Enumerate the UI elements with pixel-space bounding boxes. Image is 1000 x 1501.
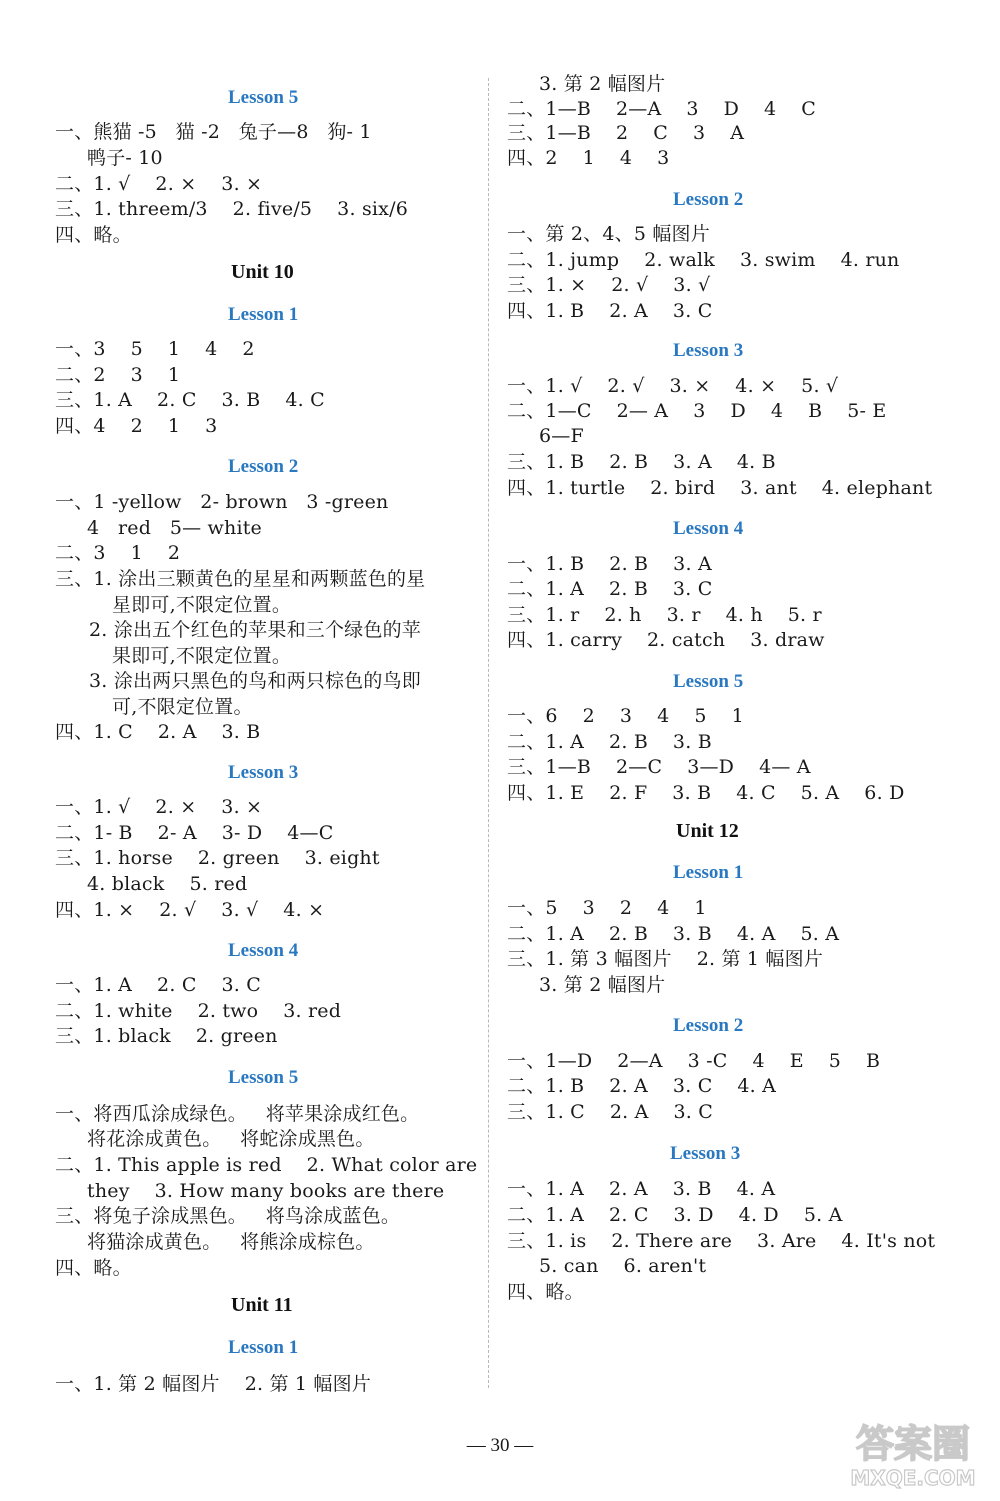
answer-line: 2. 涂出五个红色的苹果和三个绿色的苹 [89,619,421,641]
answer-line: 三、1. threem/3 2. five/5 3. six/6 [55,198,408,220]
answer-line: 一、1 -yellow 2- brown 3 -green [55,491,389,513]
answer-line: 二、1. A 2. C 3. D 4. D 5. A [507,1204,843,1226]
answer-line: 二、1. A 2. B 3. B [507,731,712,753]
answer-line: 一、第 2、4、5 幅图片 [507,223,710,245]
answer-line: 二、1. B 2. A 3. C 4. A [507,1075,777,1097]
watermark-line-2: MXQE.COM [850,1466,976,1490]
answer-line: they 3. How many books are there [87,1180,445,1202]
answer-line: 星即可,不限定位置。 [112,594,292,616]
answer-line: 三、1. 涂出三颗黄色的星星和两颗蓝色的星 [55,568,426,590]
answer-line: 三、1. r 2. h 3. r 4. h 5. r [507,604,822,626]
answer-line: 二、3 1 2 [55,542,181,564]
lesson-heading: Lesson 2 [673,189,744,210]
answer-line: 一、1—D 2—A 3 -C 4 E 5 B [507,1050,881,1072]
answer-line: 三、将兔子涂成黑色。 将鸟涂成蓝色。 [55,1205,401,1227]
lesson-heading: Lesson 4 [673,518,744,539]
watermark-line-1: 答案圈 [855,1422,971,1466]
answer-line: 一、3 5 1 4 2 [55,338,255,360]
lesson-heading: Lesson 2 [228,456,299,477]
answer-line: 一、6 2 3 4 5 1 [507,705,744,727]
answer-line: 5. can 6. aren't [539,1255,707,1277]
answer-line: 一、1. √ 2. × 3. × [55,796,263,818]
answer-line: 一、熊猫 -5 猫 -2 兔子—8 狗- 1 [55,121,372,143]
answer-line: 四、1. E 2. F 3. B 4. C 5. A 6. D [507,782,905,804]
answer-line: 四、1. B 2. A 3. C [507,300,713,322]
answer-line: 可,不限定位置。 [112,696,253,718]
answer-line: 一、1. B 2. B 3. A [507,553,712,575]
lesson-heading: Lesson 1 [228,304,299,325]
answer-line: 二、1. jump 2. walk 3. swim 4. run [507,249,900,271]
answer-line: 三、1—B 2 C 3 A [507,122,745,144]
column-divider [488,78,489,1388]
answer-line: 二、1. white 2. two 3. red [55,1000,342,1022]
answer-line: 一、5 3 2 4 1 [507,897,707,919]
answer-line: 二、1—B 2—A 3 D 4 C [507,98,816,120]
answer-line: 二、2 3 1 [55,364,181,386]
answer-line: 3. 第 2 幅图片 [539,73,666,95]
answer-line: 二、1. √ 2. × 3. × [55,173,263,195]
page-number: — 30 — [466,1435,534,1456]
answer-line: 四、1. turtle 2. bird 3. ant 4. elephant [507,477,933,499]
answer-line: 三、1. B 2. B 3. A 4. B [507,451,776,473]
lesson-heading: Lesson 5 [673,671,744,692]
answer-line: 一、将西瓜涂成绿色。 将苹果涂成红色。 [55,1103,420,1125]
answer-line: 三、1. black 2. green [55,1025,278,1047]
answer-line: 将猫涂成黄色。 将熊涂成棕色。 [87,1231,375,1253]
answer-line: 四、1. carry 2. catch 3. draw [507,629,825,651]
answer-line: 4. black 5. red [87,873,248,895]
answer-line: 二、1- B 2- A 3- D 4—C [55,822,334,844]
lesson-heading: Lesson 4 [228,940,299,961]
answer-line: 一、1. A 2. C 3. C [55,974,262,996]
lesson-heading: Lesson 1 [673,862,744,883]
answer-line: 鸭子- 10 [87,147,163,169]
answer-line: 四、1. × 2. √ 3. √ 4. × [55,899,325,921]
answer-line: 一、1. 第 2 幅图片 2. 第 1 幅图片 [55,1373,372,1395]
answer-line: 二、1—C 2— A 3 D 4 B 5- E [507,400,887,422]
answer-line: 3. 第 2 幅图片 [539,974,666,996]
answer-line: 四、略。 [507,1281,584,1303]
answer-line: 三、1. × 2. √ 3. √ [507,274,711,296]
unit-heading: Unit 12 [676,820,739,842]
answer-line: 三、1. A 2. C 3. B 4. C [55,389,325,411]
answer-line: 四、略。 [55,1257,132,1279]
lesson-heading: Lesson 3 [228,762,299,783]
answer-line: 三、1—B 2—C 3—D 4— A [507,756,811,778]
answer-line: 二、1. A 2. B 3. C [507,578,713,600]
lesson-heading: Lesson 3 [673,340,744,361]
lesson-heading: Lesson 5 [228,1067,299,1088]
answer-line: 将花涂成黄色。 将蛇涂成黑色。 [87,1128,375,1150]
answer-line: 四、2 1 4 3 [507,147,670,169]
answer-line: 四、4 2 1 3 [55,415,218,437]
answer-line: 二、1. A 2. B 3. B 4. A 5. A [507,923,840,945]
answer-line: 四、1. C 2. A 3. B [55,721,261,743]
answer-line: 三、1. horse 2. green 3. eight [55,847,380,869]
lesson-heading: Lesson 3 [670,1143,741,1164]
answer-line: 3. 涂出两只黑色的鸟和两只棕色的鸟即 [89,670,421,692]
watermark-logo [838,1411,988,1493]
answer-line: 一、1. √ 2. √ 3. × 4. × 5. √ [507,375,839,397]
answer-line: 4 red 5— white [87,517,262,539]
answer-line: 三、1. is 2. There are 3. Are 4. It's not [507,1230,936,1252]
lesson-heading: Lesson 2 [673,1015,744,1036]
unit-heading: Unit 10 [231,261,294,283]
answer-line: 一、1. A 2. A 3. B 4. A [507,1178,776,1200]
answer-line: 6—F [539,425,584,447]
answer-line: 二、1. This apple is red 2. What color are [55,1154,478,1176]
lesson-heading: Lesson 1 [228,1337,299,1358]
lesson-heading: Lesson 5 [228,87,299,108]
answer-line: 果即可,不限定位置。 [112,645,292,667]
answer-line: 三、1. C 2. A 3. C [507,1101,714,1123]
unit-heading: Unit 11 [231,1294,293,1316]
answer-line: 四、略。 [55,224,132,246]
answer-line: 三、1. 第 3 幅图片 2. 第 1 幅图片 [507,948,824,970]
